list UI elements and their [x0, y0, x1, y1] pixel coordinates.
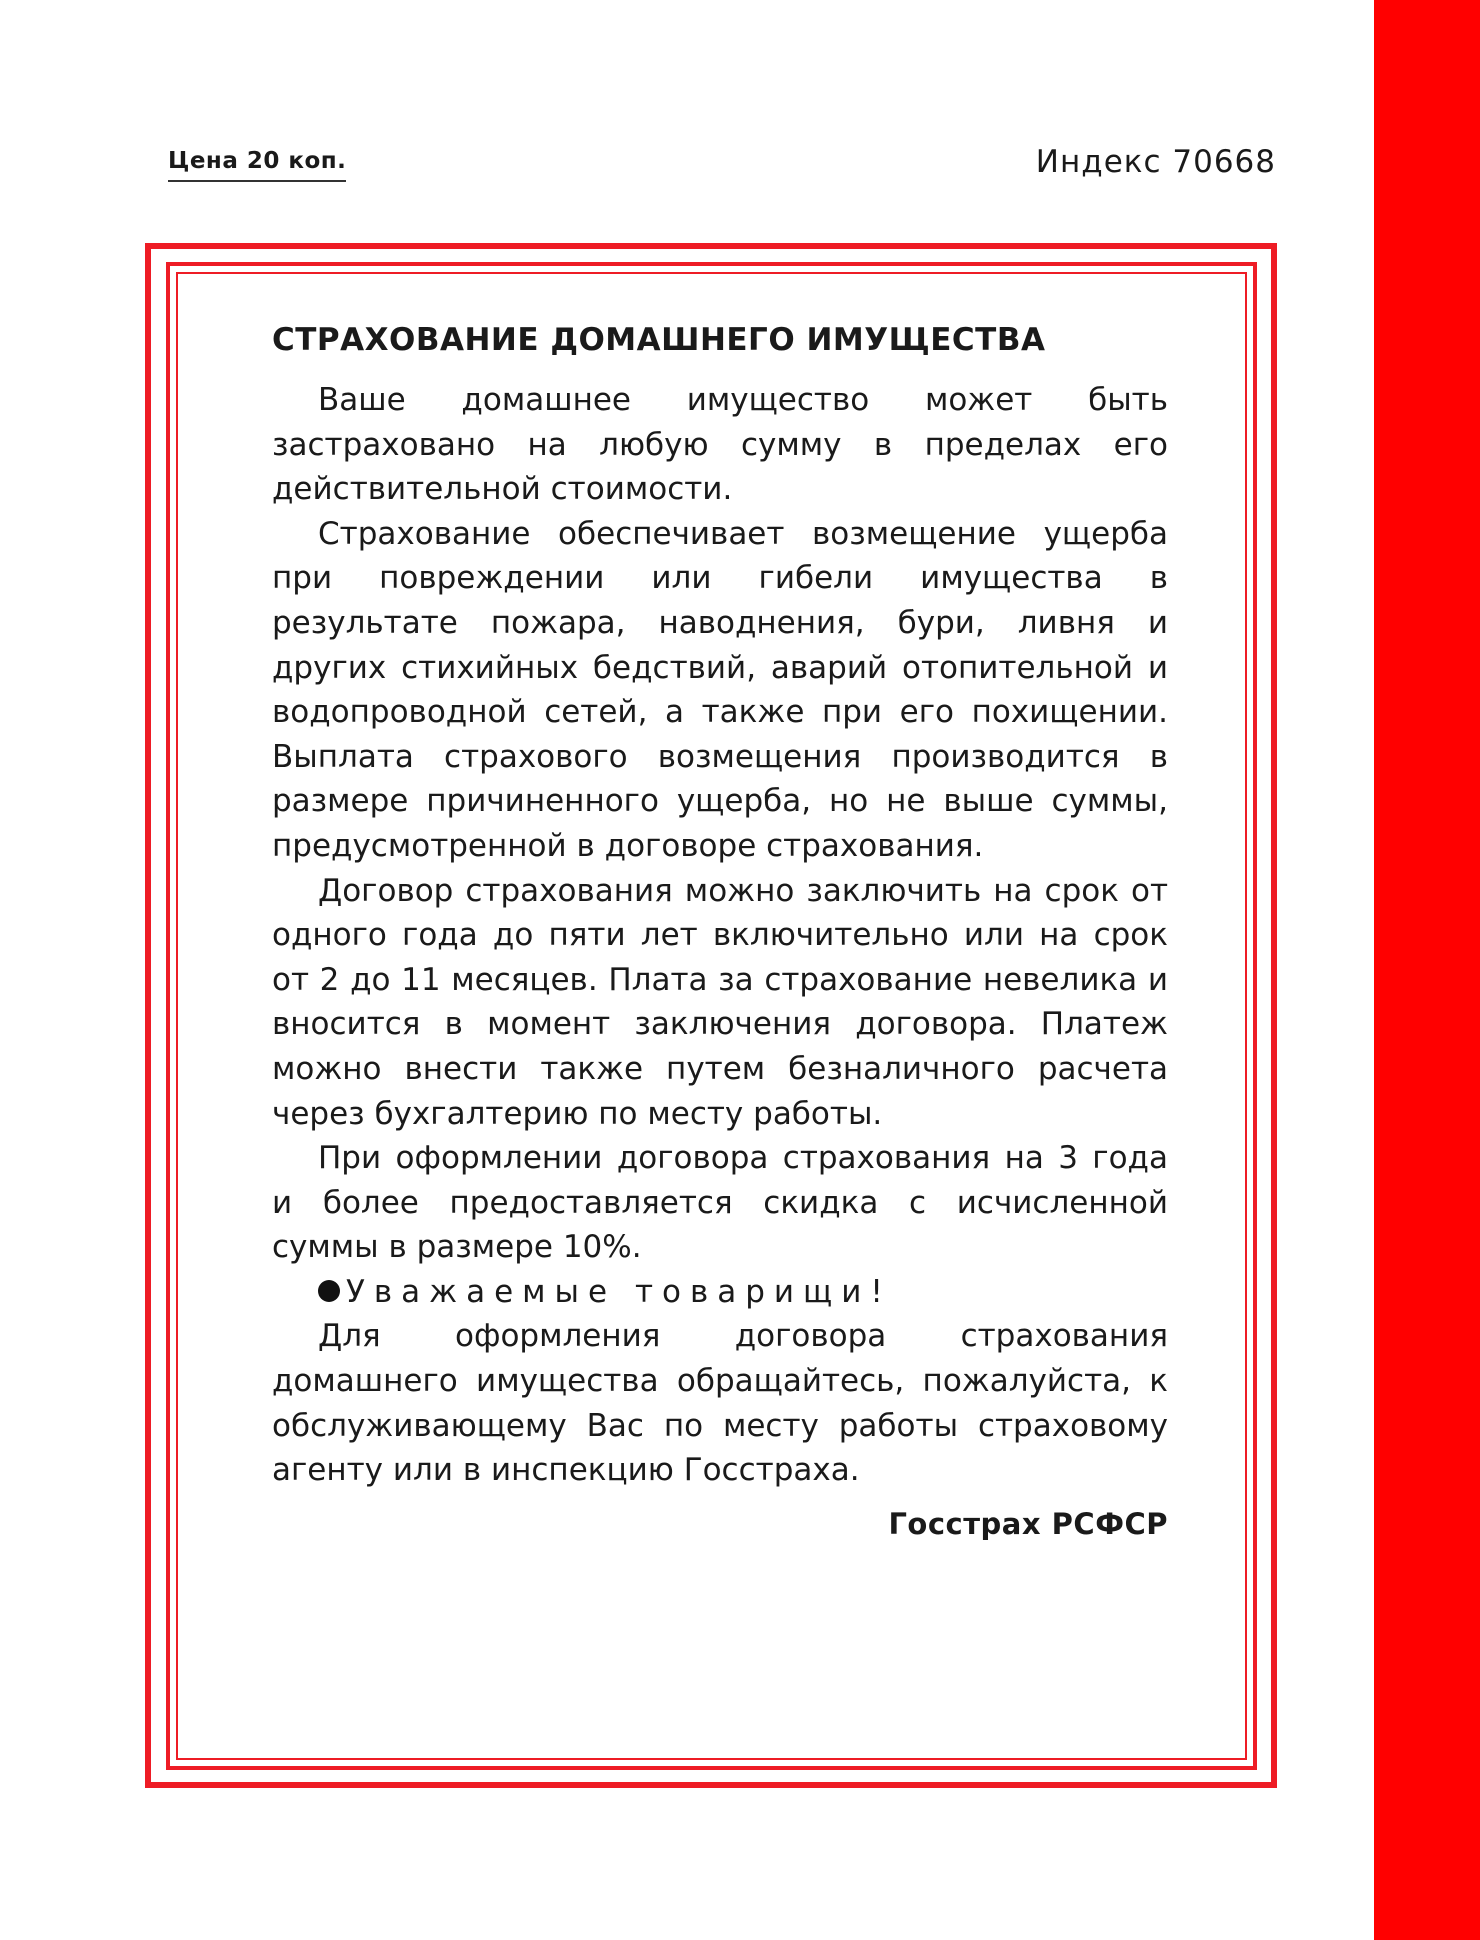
paragraph-compensation: Страхование обеспечивает возмещение ущерба при повреждении или гибели имущества в результате пожара, наводнения, бури, ливня и других стихийных бедствий, аварий отопительной и водопроводной сетей, а также при его похищении. Выплата страхового возмещения производится в размере причиненного ущерба, но не выше суммы, предусмотренной в договоре страхования.	[272, 515, 1168, 864]
leaflet-title: СТРАХОВАНИЕ ДОМАШНЕГО ИМУЩЕСТВА	[272, 322, 1046, 358]
signature: Госстрах РСФСР	[888, 1506, 1168, 1541]
paragraph-contract-terms: Договор страхования можно заключить на срок от одного года до пяти лет включительно или на срок от 2 до 11 месяцев. Плата за страхование невелика и вносится в момент заключения договора. Платеж можно внести также путем безналичного расчета через бухгалтерию по месту работы.	[272, 872, 1168, 1132]
bullet-dot-icon	[318, 1280, 340, 1302]
paragraph-coverage: Ваше домашнее имущество может быть застраховано на любую сумму в пределах его действительной стоимости.	[272, 382, 1168, 508]
price-label: Цена 20 коп.	[168, 148, 346, 182]
paragraph-contact: Для оформления договора страхования домашнего имущества обращайтесь, пожалуйста, к обслуживающему Вас по месту работы страховому агенту или в инспекцию Госстраха.	[272, 1318, 1168, 1489]
paragraph-discount: При оформлении договора страхования на 3 года и более предоставляется скидка с исчисленной суммы в размере 10%.	[272, 1140, 1168, 1266]
notice-text: Уважаемые товарищи!	[346, 1273, 892, 1310]
index-label: Индекс 70668	[1035, 144, 1276, 180]
notice-line	[272, 1270, 1168, 1315]
red-side-strip	[1374, 0, 1480, 1940]
leaflet-body	[272, 322, 1168, 1541]
